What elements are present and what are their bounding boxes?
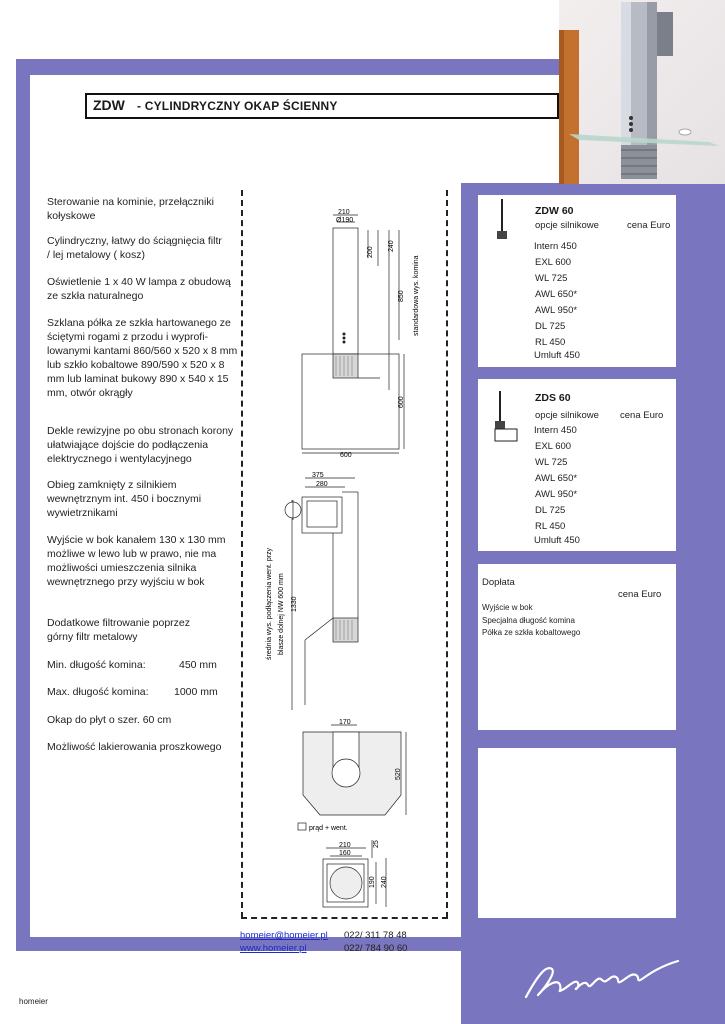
dashed-border-left xyxy=(241,190,243,918)
phone-2: 022/ 784 90 60 xyxy=(344,943,408,954)
zdw-option-5: AWL 950* xyxy=(535,305,578,316)
dim-600-height: 600 xyxy=(398,396,405,408)
zds-col-options: opcje silnikowe xyxy=(535,410,599,421)
zdw-option-2: EXL 600 xyxy=(535,257,572,268)
dim-850: 850 xyxy=(398,290,405,302)
spec-max-value: 1000 mm xyxy=(174,686,218,698)
vertical-label-connection-2: blasze dolnej NW 600 mm xyxy=(278,573,285,655)
legend-current-ventilation: prąd + went. xyxy=(309,825,348,832)
zdw-col-price: cena Euro xyxy=(627,220,671,231)
dim-375: 375 xyxy=(312,472,324,479)
dim-duct-240: 240 xyxy=(381,876,388,888)
dim-280: 280 xyxy=(316,481,328,488)
zds-option-1: Intern 450 xyxy=(534,425,577,436)
zds-option-8: Umluft 450 xyxy=(534,535,580,546)
dim-240: 240 xyxy=(388,240,395,252)
page-subtitle: - CYLINDRYCZNY OKAP ŚCIENNY xyxy=(137,99,338,113)
zdw-title: ZDW 60 xyxy=(535,205,574,217)
zdw-option-4: AWL 650* xyxy=(535,289,578,300)
zds-option-4: AWL 650* xyxy=(535,473,578,484)
zds-option-5: AWL 950* xyxy=(535,489,578,500)
email-link[interactable]: homeier@homeier.pl xyxy=(240,930,328,941)
dashed-border-bottom xyxy=(241,917,448,919)
spec-min-value: 450 mm xyxy=(179,659,217,671)
dim-210: 210 xyxy=(338,209,350,216)
model-title: ZDW xyxy=(93,97,125,113)
zds-title: ZDS 60 xyxy=(535,392,571,404)
spec-max-label: Max. długość komina: xyxy=(47,686,149,698)
feature-4: Szklana półka ze szkła hartowanego ze ściętymi rogami z przodu i wyprofi- lowanymi kantami 860/560 x 520 x 8 mm lub szkło kobaltowe 890/590 x 520 x 8 mm lub laminat bukowy 890 x 540 x 15 mm, otwór okrągły xyxy=(47,317,238,399)
chimney-hood-side-icon xyxy=(492,391,520,443)
zdw-option-1: Intern 450 xyxy=(534,241,577,252)
feature-8: Dodatkowe filtrowanie poprzez górny filtr metalowy xyxy=(47,617,190,643)
website-link[interactable]: www.homeier.pl xyxy=(240,943,307,954)
dim-1330: 1330 xyxy=(291,596,298,612)
product-photo xyxy=(559,0,725,184)
zds-option-7: RL 450 xyxy=(535,521,566,532)
spec-min-label: Min. długość komina: xyxy=(47,659,146,671)
dim-600-width: 600 xyxy=(340,452,352,459)
zdw-option-7: RL 450 xyxy=(535,337,566,348)
doplata-col-price: cena Euro xyxy=(618,589,662,600)
feature-5: Dekle rewizyjne po obu stronach korony ułatwiające dojście do podłączenia elektrycznego i wentylacyjnego xyxy=(47,425,234,465)
zds-option-3: WL 725 xyxy=(535,457,568,468)
feature-2: Cylindryczny, łatwy do ściągnięcia filtr / lej metalowy ( kosz) xyxy=(47,235,222,261)
extra-1: Okap do płyt o szer. 60 cm xyxy=(47,714,172,726)
feature-1: Sterowanie na kominie, przełączniki kołyskowe xyxy=(47,196,214,222)
doplata-item-3: Półka ze szkła kobaltowego xyxy=(482,628,581,637)
title-box xyxy=(85,93,559,119)
chimney-hood-icon xyxy=(494,199,510,243)
dim-duct-190: 190 xyxy=(369,876,376,888)
zdw-panel xyxy=(478,195,676,367)
dim-170: 170 xyxy=(339,719,351,726)
dashed-border-right xyxy=(446,190,448,918)
extra-2: Możliwość lakierowania proszkowego xyxy=(47,741,222,753)
zdw-option-3: WL 725 xyxy=(535,273,568,284)
dim-200: 200 xyxy=(367,246,374,258)
empty-panel xyxy=(478,748,676,918)
doplata-title: Dopłata xyxy=(482,577,515,588)
feature-3: Oświetlenie 1 x 40 W lampa z obudową ze szkła naturalnego xyxy=(47,276,231,302)
zdw-col-options: opcje silnikowe xyxy=(535,220,599,231)
phone-1: 022/ 311 78 48 xyxy=(344,930,407,941)
feature-7: Wyjście w bok kanałem 130 x 130 mm możliwe w lewo lub w prawo, nie ma możliwości umieszczenia silnika wewnętrznego przy wyjściu w bok xyxy=(47,534,226,588)
zds-option-6: DL 725 xyxy=(535,505,566,516)
zdw-option-6: DL 725 xyxy=(535,321,566,332)
vertical-label-standard-height: standardowa wys. komina xyxy=(413,255,420,336)
dim-duct-210: 210 xyxy=(339,842,351,849)
zdw-option-8: Umluft 450 xyxy=(534,350,580,361)
technical-drawing xyxy=(245,200,445,915)
zds-option-2: EXL 600 xyxy=(535,441,572,452)
footer-brand: homeier xyxy=(19,997,48,1006)
homeier-logo xyxy=(518,945,688,1005)
dim-520: 520 xyxy=(395,768,402,780)
header-strip xyxy=(461,75,561,183)
feature-6: Obieg zamknięty z silnikiem wewnętrznym int. 450 i bocznymi wywietrznikami xyxy=(47,479,202,519)
zds-panel xyxy=(478,379,676,551)
doplata-item-2: Specjalna długość komina xyxy=(482,616,575,625)
dim-duct-160: 160 xyxy=(339,850,351,857)
zds-col-price: cena Euro xyxy=(620,410,664,421)
vertical-label-connection-1: średnia wys. podłączenia went. przy xyxy=(266,547,273,660)
doplata-panel xyxy=(478,564,676,730)
dim-d190: Ø190 xyxy=(336,217,354,224)
doplata-item-1: Wyjście w bok xyxy=(482,603,533,612)
dim-duct-25: 25 xyxy=(373,840,380,848)
